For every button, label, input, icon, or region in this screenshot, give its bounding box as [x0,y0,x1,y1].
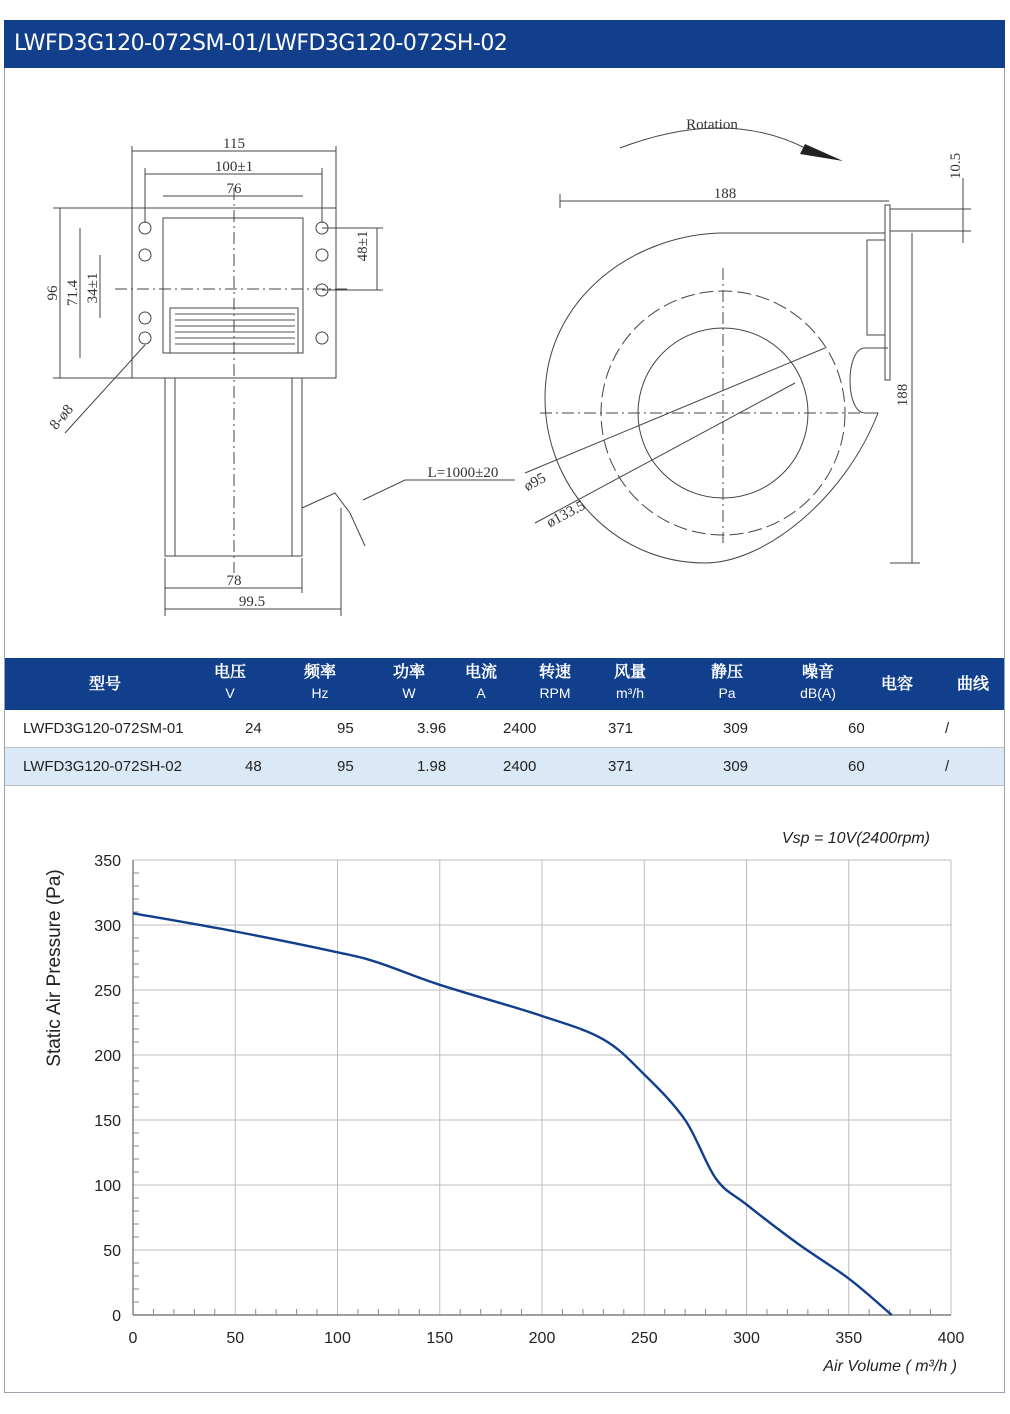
outlet-flange [885,205,890,380]
header-current: 电流 A [464,664,497,701]
page-title: LWFD3G120-072SM-01/LWFD3G120-072SH-02 [4,20,1005,68]
y-tick-label: 150 [94,1113,121,1130]
header-voltage: 电压 V [213,664,246,701]
x-tick-label: 400 [937,1330,965,1347]
header-pressure: 静压 Pa [710,664,743,701]
chart-tick-labels [94,853,964,1347]
table-header [5,658,1004,710]
scroll-housing-outline [545,233,888,563]
x-tick-label: 50 [226,1330,245,1347]
cell-frequency: 95 [337,720,354,737]
cell-power: 1.98 [417,758,447,775]
x-tick-label: 250 [630,1330,658,1347]
y-tick-label: 250 [94,983,121,1000]
chart-annotation: Vsp = 10V(2400rpm) [781,830,930,847]
chart-ticks [133,873,931,1315]
header-speed: 转速 RPM [538,664,571,701]
y-tick-label: 350 [94,853,121,870]
mount-hole [316,332,328,344]
header-frequency: 频率 Hz [303,664,336,701]
dim-188-side: 188 [895,383,911,407]
header-capacitor: 电容 [880,676,913,693]
dim-76: 76 [226,181,242,197]
dim-10-5: 10.5 [948,152,964,180]
header-airflow: 风量 m³/h [613,664,646,701]
mount-hole [316,249,328,261]
header-model: 型号 [88,676,121,693]
cell-current: 2400 [503,720,537,737]
cell-power: 3.96 [417,720,447,737]
pressure-curve [133,913,892,1315]
dim-dia-133-5: ø133.5 [544,497,589,532]
dim-188-top: 188 [713,186,737,202]
cell-curve: / [945,758,950,775]
cell-model: LWFD3G120-072SH-02 [23,758,182,775]
cell-frequency: 95 [337,758,354,775]
cell-pressure: 60 [848,758,865,775]
dim-34: 34±1 [85,272,101,304]
dim-100: 100±1 [214,159,254,175]
dim-115: 115 [223,136,245,152]
x-tick-label: 100 [324,1330,351,1347]
cell-current: 2400 [503,758,537,775]
x-tick-label: 350 [835,1330,863,1347]
y-tick-label: 200 [94,1048,121,1065]
x-tick-label: 150 [426,1330,454,1347]
chart-grid [133,860,951,1315]
cell-curve: / [945,720,950,737]
y-tick-label: 300 [94,918,121,935]
cell-speed: 371 [608,758,634,775]
dim-78: 78 [226,573,242,589]
y-tick-label: 100 [94,1178,121,1195]
y-tick-label: 0 [112,1308,121,1325]
header-curve: 曲线 [956,676,989,693]
x-tick-label: 200 [528,1330,556,1347]
mount-hole [139,249,151,261]
header-power: 功率 W [392,664,425,701]
x-tick-label: 300 [733,1330,760,1347]
rotation-arrow [800,144,843,161]
x-axis-label: Air Volume ( m³/h ) [823,1358,957,1375]
dim-96: 96 [45,285,61,301]
performance-chart [5,786,1004,1392]
x-tick-label: 0 [128,1330,138,1347]
dim-99-5: 99.5 [238,594,266,610]
table-row [5,710,1004,748]
cell-voltage: 24 [245,720,262,737]
dim-71-4: 71.4 [65,279,81,307]
mount-hole [139,312,151,324]
mount-hole [139,222,151,234]
technical-drawing [5,68,1004,658]
header-noise: 噪音 dB(A) [800,664,836,701]
cell-model: LWFD3G120-072SM-01 [23,720,184,737]
cell-voltage: 48 [245,758,262,775]
y-tick-label: 50 [103,1243,121,1260]
motor-housing-outline [163,218,303,353]
cell-airflow: 309 [723,720,749,737]
cell-airflow: 309 [723,758,749,775]
spec-table [5,658,1004,785]
dim-48: 48±1 [355,230,371,262]
table-row [5,748,1004,786]
cell-pressure: 60 [848,720,865,737]
dim-holes: 8-ø8 [46,401,77,434]
rotation-label: Rotation [686,117,738,133]
cable-outline [302,493,365,546]
dim-dia-95: ø95 [521,470,549,495]
mount-hole [139,332,151,344]
cell-speed: 371 [608,720,634,737]
y-axis-label: Static Air Pressure (Pa) [44,869,65,1067]
outlet-bracket [867,240,885,335]
dim-cable: L=1000±20 [427,465,499,481]
